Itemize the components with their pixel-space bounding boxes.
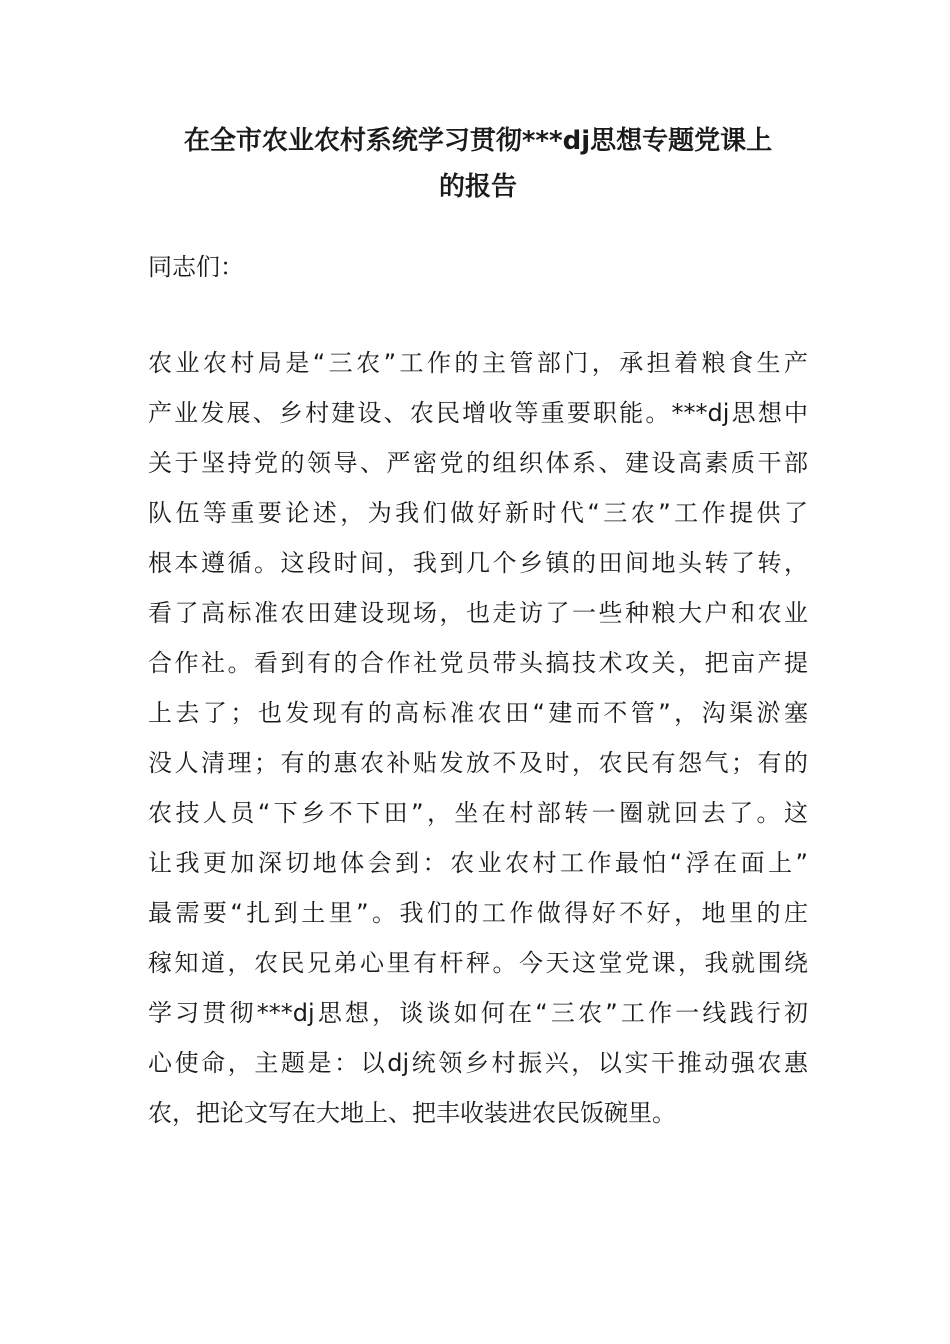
body-line: 农，把论文写在大地上、把丰收装进农民饭碗里。 — [148, 1099, 676, 1127]
body-line: 根本遵循。这段时间，我到几个乡镇的田间地头转了转， — [148, 549, 808, 577]
title-line-1: 在全市农业农村系统学习贯彻***dj思想专题党课上 — [183, 126, 773, 156]
body-line: 产业发展、乡村建设、农民增收等重要职能。***dj思想中 — [148, 399, 808, 427]
title-line-2: 的报告 — [438, 172, 517, 202]
salutation: 同志们： — [148, 253, 244, 281]
body-line: 看了高标准农田建设现场，也走访了一些种粮大户和农业 — [148, 599, 808, 627]
body-line: 合作社。看到有的合作社党员带头搞技术攻关，把亩产提 — [148, 649, 808, 677]
body-line: 关于坚持党的领导、严密党的组织体系、建设高素质干部 — [148, 449, 808, 477]
body-line: 农技人员“下乡不下田”，坐在村部转一圈就回去了。这 — [148, 799, 808, 827]
body-line: 最需要“扎到土里”。我们的工作做得好不好，地里的庄 — [148, 899, 808, 927]
body-line: 队伍等重要论述，为我们做好新时代“三农”工作提供了 — [148, 499, 808, 527]
body-line: 没人清理；有的惠农补贴发放不及时，农民有怨气；有的 — [148, 749, 808, 777]
body-line: 心使命，主题是：以dj统领乡村振兴，以实干推动强农惠 — [148, 1049, 808, 1077]
document-title — [148, 118, 808, 210]
body-line: 让我更加深切地体会到：农业农村工作最怕“浮在面上” — [148, 849, 808, 877]
body-line: 上去了；也发现有的高标准农田“建而不管”，沟渠淤塞 — [148, 699, 808, 727]
body-line: 农业农村局是“三农”工作的主管部门，承担着粮食生产 — [148, 349, 808, 377]
body-line: 稼知道，农民兄弟心里有杆秤。今天这堂党课，我就围绕 — [148, 949, 808, 977]
body-paragraph — [148, 345, 808, 1145]
body-line: 学习贯彻***dj思想，谈谈如何在“三农”工作一线践行初 — [148, 999, 808, 1027]
